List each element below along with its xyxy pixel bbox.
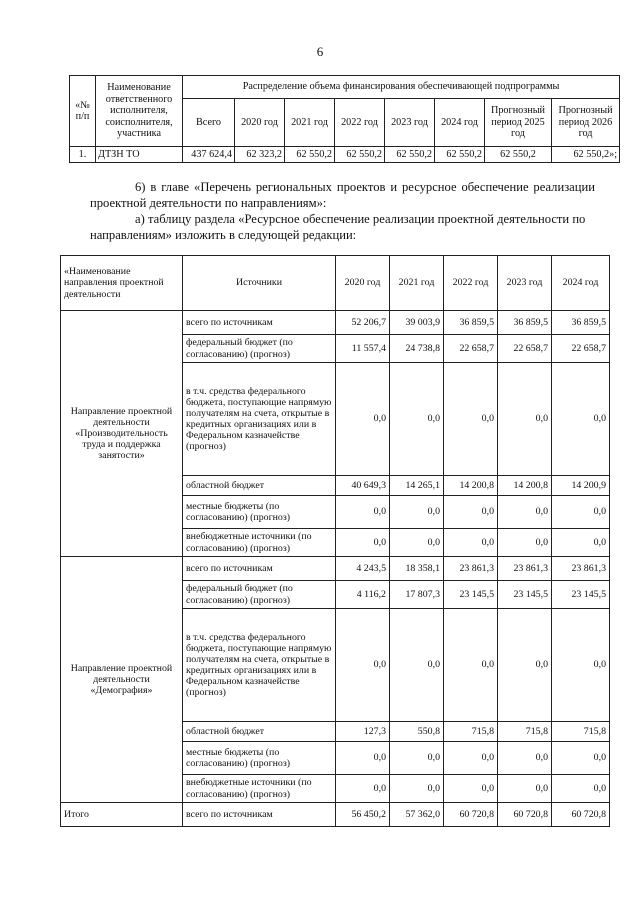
value-cell: 0,0 [552, 609, 610, 722]
header-direction: «Наименование направления проектной деятельности [61, 256, 183, 311]
source-label: федеральный бюджет (по согласованию) (прогноз) [183, 581, 336, 609]
value-cell: 23 145,5 [444, 581, 498, 609]
value-cell: 14 265,1 [390, 476, 444, 496]
value-cell: 14 200,8 [498, 476, 552, 496]
header-2021: 2021 год [390, 256, 444, 311]
value-cell: 0,0 [390, 609, 444, 722]
source-label: федеральный бюджет (по согласованию) (прогноз) [183, 335, 336, 363]
paragraph-a [90, 212, 595, 243]
paragraph-6-text: в главе «Перечень региональных проектов и ресурсное обеспечение реализации проектной деятельности по направлениям»: [90, 180, 595, 210]
value-cell: 0,0 [390, 742, 444, 775]
paragraph-a-text: таблицу раздела «Ресурсное обеспечение реализации проектной деятельности по направлениям» изложить в следующей редакции: [90, 212, 586, 242]
value-cell: 0,0 [498, 775, 552, 803]
value-cell: 715,8 [552, 722, 610, 742]
paragraph-6 [90, 180, 595, 211]
source-label: всего по источникам [183, 311, 336, 335]
value-cell: 0,0 [444, 742, 498, 775]
row-2026: 62 550,2»; [552, 147, 620, 163]
value-cell: 36 859,5 [444, 311, 498, 335]
direction-name: Направление проектной деятельности «Демография» [61, 557, 183, 803]
value-cell: 18 358,1 [390, 557, 444, 581]
row-2021: 62 550,2 [285, 147, 335, 163]
direction-name: Направление проектной деятельности «Производительность труда и поддержка занятости» [61, 311, 183, 557]
value-cell: 23 861,3 [498, 557, 552, 581]
total-value: 60 720,8 [552, 803, 610, 827]
value-cell: 127,3 [336, 722, 390, 742]
source-label: всего по источникам [183, 557, 336, 581]
paragraph-a-label: а) [135, 212, 145, 226]
row-num: 1. [70, 147, 96, 163]
row-2023: 62 550,2 [385, 147, 435, 163]
value-cell: 0,0 [336, 775, 390, 803]
value-cell: 0,0 [336, 496, 390, 529]
value-cell: 0,0 [552, 529, 610, 557]
source-label: внебюджетные источники (по согласованию) (прогноз) [183, 775, 336, 803]
header-2024: 2024 год [552, 256, 610, 311]
total-source: всего по источникам [183, 803, 336, 827]
value-cell: 0,0 [444, 529, 498, 557]
value-cell: 715,8 [444, 722, 498, 742]
total-label: Итого [61, 803, 183, 827]
total-value: 57 362,0 [390, 803, 444, 827]
source-label: в т.ч. средства федерального бюджета, поступающие напрямую получателям на счета, открытые в кредитных организациях или в Федеральном казначействе (прогноз) [183, 609, 336, 722]
header-responsible: Наименование ответственного исполнителя, соисполнителя, участника [96, 76, 183, 147]
value-cell: 0,0 [444, 496, 498, 529]
header-2020: 2020 год [336, 256, 390, 311]
total-value: 60 720,8 [444, 803, 498, 827]
header-forecast-2025: Прогнозный период 2025 год [485, 99, 552, 147]
value-cell: 0,0 [444, 775, 498, 803]
value-cell: 715,8 [498, 722, 552, 742]
total-value: 56 450,2 [336, 803, 390, 827]
total-row [61, 803, 610, 827]
source-label: внебюджетные источники (по согласованию) (прогноз) [183, 529, 336, 557]
table-row [61, 311, 610, 335]
value-cell: 0,0 [444, 609, 498, 722]
value-cell: 23 145,5 [498, 581, 552, 609]
value-cell: 0,0 [498, 529, 552, 557]
value-cell: 0,0 [444, 363, 498, 476]
value-cell: 0,0 [498, 742, 552, 775]
header-2020: 2020 год [235, 99, 285, 147]
total-value: 60 720,8 [498, 803, 552, 827]
value-cell: 24 738,8 [390, 335, 444, 363]
value-cell: 550,8 [390, 722, 444, 742]
value-cell: 0,0 [552, 775, 610, 803]
table-row [61, 557, 610, 581]
value-cell: 40 649,3 [336, 476, 390, 496]
page-number: 6 [316, 44, 324, 59]
value-cell: 0,0 [498, 363, 552, 476]
value-cell: 0,0 [390, 496, 444, 529]
value-cell: 4 116,2 [336, 581, 390, 609]
header-distribution: Распределение объема финансирования обеспечивающей подпрограммы [183, 76, 620, 99]
value-cell: 0,0 [336, 363, 390, 476]
value-cell: 17 807,3 [390, 581, 444, 609]
value-cell: 0,0 [336, 529, 390, 557]
value-cell: 0,0 [552, 496, 610, 529]
value-cell: 52 206,7 [336, 311, 390, 335]
value-cell: 23 145,5 [552, 581, 610, 609]
value-cell: 0,0 [336, 742, 390, 775]
header-2021: 2021 год [285, 99, 335, 147]
value-cell: 0,0 [390, 775, 444, 803]
subprogram-financing-table [69, 75, 620, 163]
value-cell: 0,0 [390, 529, 444, 557]
header-2022: 2022 год [335, 99, 385, 147]
value-cell: 14 200,9 [552, 476, 610, 496]
source-label: областной бюджет [183, 722, 336, 742]
value-cell: 14 200,8 [444, 476, 498, 496]
value-cell: 0,0 [498, 496, 552, 529]
header-num: «№ п/п [70, 76, 96, 147]
header-2024: 2024 год [435, 99, 485, 147]
value-cell: 23 861,3 [552, 557, 610, 581]
row-name: ДТЗН ТО [96, 147, 183, 163]
row-total: 437 624,4 [183, 147, 235, 163]
value-cell: 22 658,7 [498, 335, 552, 363]
row-2025: 62 550,2 [485, 147, 552, 163]
value-cell: 0,0 [336, 609, 390, 722]
value-cell: 36 859,5 [552, 311, 610, 335]
header-2022: 2022 год [444, 256, 498, 311]
source-label: местные бюджеты (по согласованию) (прогноз) [183, 496, 336, 529]
source-label: областной бюджет [183, 476, 336, 496]
header-forecast-2026: Прогнозный период 2026 год [552, 99, 620, 147]
value-cell: 0,0 [552, 363, 610, 476]
header-2023: 2023 год [385, 99, 435, 147]
value-cell: 36 859,5 [498, 311, 552, 335]
header-sources: Источники [183, 256, 336, 311]
value-cell: 22 658,7 [552, 335, 610, 363]
value-cell: 0,0 [552, 742, 610, 775]
table-row [70, 147, 620, 163]
value-cell: 0,0 [498, 609, 552, 722]
paragraph-6-label: 6) [135, 180, 146, 194]
row-2020: 62 323,2 [235, 147, 285, 163]
value-cell: 4 243,5 [336, 557, 390, 581]
row-2022: 62 550,2 [335, 147, 385, 163]
value-cell: 23 861,3 [444, 557, 498, 581]
value-cell: 0,0 [390, 363, 444, 476]
value-cell: 39 003,9 [390, 311, 444, 335]
header-total: Всего [183, 99, 235, 147]
source-label: в т.ч. средства федерального бюджета, поступающие напрямую получателям на счета, открытые в кредитных организациях или в Федеральном казначействе (прогноз) [183, 363, 336, 476]
source-label: местные бюджеты (по согласованию) (прогноз) [183, 742, 336, 775]
value-cell: 22 658,7 [444, 335, 498, 363]
row-2024: 62 550,2 [435, 147, 485, 163]
value-cell: 11 557,4 [336, 335, 390, 363]
project-resources-table [60, 255, 610, 827]
header-2023: 2023 год [498, 256, 552, 311]
